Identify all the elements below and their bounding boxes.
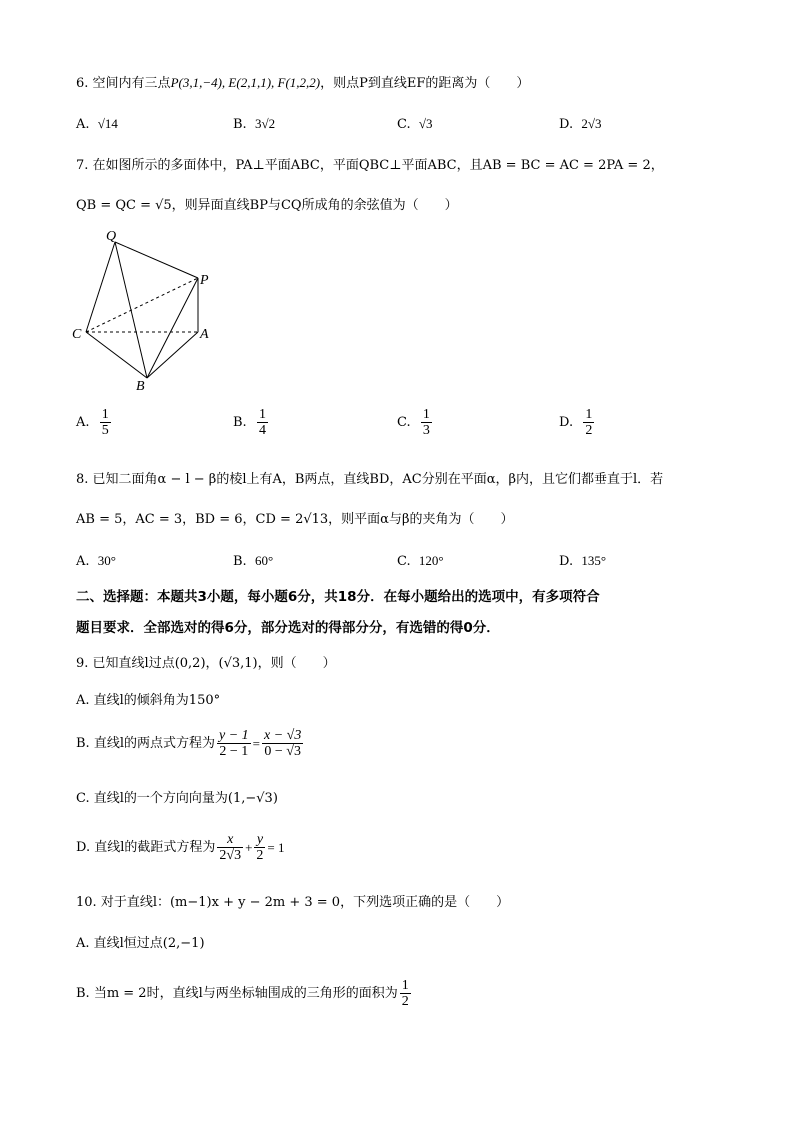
numerator: x − √3 <box>264 728 302 743</box>
numerator: y <box>256 832 264 847</box>
q6-option-d <box>559 117 602 131</box>
denominator: 5 <box>101 423 109 438</box>
numerator: 1 <box>401 978 409 993</box>
q9-stem-text: 已知直线l过点(0,2)，(√3,1)，则（ ） <box>92 656 336 671</box>
option-letter: D. <box>559 554 574 569</box>
q6-option-b <box>233 117 275 131</box>
q8-option-b <box>233 554 273 568</box>
q9-number: 9. <box>76 656 89 671</box>
label-p: P <box>200 273 209 288</box>
option-letter: A. <box>76 415 90 430</box>
label-q: Q <box>106 229 117 244</box>
denominator: 2 − 1 <box>219 744 249 759</box>
q7-line2-text: QB = QC = √5，则异面直线BP与CQ所成角的余弦值为（ ） <box>76 198 458 213</box>
option-value: 60° <box>254 553 274 568</box>
q9-stem <box>76 657 336 670</box>
q10-stem-text: 对于直线l：(m−1)x + y − 2m + 3 = 0，下列选项正确的是（ ） <box>100 895 510 910</box>
fraction <box>257 407 268 438</box>
q6-option-c <box>397 117 433 131</box>
denominator: 2 <box>401 994 409 1009</box>
option-value: 30° <box>97 553 116 568</box>
q7-option-d <box>559 407 596 438</box>
option-letter: A. <box>76 554 90 569</box>
q8-line2-text: AB = 5，AC = 3，BD = 6，CD = 2√13，则平面α与β的夹角为（ ） <box>76 512 514 527</box>
option-letter: B. <box>233 554 247 569</box>
q7-number: 7. <box>76 158 89 173</box>
fraction <box>217 832 243 863</box>
q10-option-b-prefix: B. 当m = 2时，直线l与两坐标轴围成的三角形的面积为 <box>76 986 398 1001</box>
q9-option-a: A. 直线l的倾斜角为150° <box>76 693 221 708</box>
fraction <box>400 978 411 1009</box>
option-letter: B. <box>233 117 247 132</box>
q10-option-a: A. 直线l恒过点(2,−1) <box>76 936 205 951</box>
equation-tail: = 1 <box>267 840 285 855</box>
q9-option-d-prefix: D. 直线l的截距式方程为 <box>76 840 216 855</box>
q10-number: 10. <box>76 895 97 910</box>
equals-sign: = <box>252 736 260 751</box>
section2-heading-line1: 二、选择题：本题共3小题，每小题6分，共18分．在每小题给出的选项中，有多项符合 <box>76 589 600 605</box>
denominator: 2 <box>256 848 264 863</box>
option-value: 2√3 <box>581 116 602 131</box>
q8-line2 <box>76 513 513 526</box>
q6-points: P(3,1,−4), E(2,1,1), F(1,2,2) <box>170 75 321 90</box>
option-letter: B. <box>233 415 247 430</box>
q8-line1 <box>76 473 663 486</box>
numerator: 1 <box>585 407 593 422</box>
q7-option-c <box>397 407 434 438</box>
numerator: 1 <box>101 407 109 422</box>
fraction <box>421 407 432 438</box>
section2-heading-line2: 题目要求．全部选对的得6分，部分选对的得部分分，有选错的得0分． <box>76 620 500 636</box>
numerator: 1 <box>258 407 266 422</box>
option-value: √3 <box>418 116 433 131</box>
q9-option-b <box>76 728 305 759</box>
q10-option-b <box>76 978 413 1009</box>
label-b: B <box>136 379 145 394</box>
q6-option-a <box>76 117 118 131</box>
fraction <box>262 728 303 759</box>
option-value: 120° <box>418 553 444 568</box>
polyhedron-figure <box>66 226 226 394</box>
numerator: x <box>227 832 234 847</box>
fraction <box>583 407 594 438</box>
q6-stem-suffix: ，则点P到直线EF的距离为（ ） <box>320 76 530 91</box>
q8-line1-text: 已知二面角α − l − β的棱l上有A，B两点，直线BD，AC分别在平面α，β内，且它们都垂直于l．若 <box>92 472 664 487</box>
option-value: √14 <box>97 116 118 131</box>
fraction <box>100 407 111 438</box>
label-a: A <box>200 327 209 342</box>
option-letter: D. <box>559 117 574 132</box>
numerator: y − 1 <box>218 728 249 743</box>
q8-option-d <box>559 554 606 568</box>
q7-option-a <box>76 407 113 438</box>
q7-line2 <box>76 199 458 212</box>
q6-number: 6. <box>76 76 89 91</box>
q9-option-d <box>76 832 285 863</box>
option-letter: A. <box>76 117 90 132</box>
option-letter: C. <box>397 117 411 132</box>
q7-line1-text: 在如图所示的多面体中，PA⊥平面ABC，平面QBC⊥平面ABC，且AB = BC = AC = 2PA = 2， <box>92 158 664 173</box>
fraction <box>217 728 251 759</box>
q6-stem <box>76 76 529 90</box>
denominator: 3 <box>422 423 430 438</box>
q7-line1 <box>76 159 664 172</box>
fraction <box>254 832 265 863</box>
q8-option-a <box>76 554 116 568</box>
q9-option-c: C. 直线l的一个方向向量为(1,−√3) <box>76 791 278 806</box>
q6-stem-prefix: 空间内有三点 <box>92 76 171 91</box>
label-c: C <box>72 327 82 342</box>
denominator: 2√3 <box>219 848 242 863</box>
option-letter: C. <box>397 554 411 569</box>
denominator: 2 <box>585 423 593 438</box>
option-letter: C. <box>397 415 411 430</box>
q9-option-b-prefix: B. 直线l的两点式方程为 <box>76 736 215 751</box>
option-value: 135° <box>581 553 607 568</box>
numerator: 1 <box>422 407 430 422</box>
q8-number: 8. <box>76 472 89 487</box>
option-value: 3√2 <box>254 116 276 131</box>
q10-stem <box>76 896 509 909</box>
q7-option-b <box>233 407 270 438</box>
denominator: 0 − √3 <box>264 744 301 759</box>
plus-sign: + <box>245 840 253 855</box>
q8-option-c <box>397 554 444 568</box>
denominator: 4 <box>258 423 266 438</box>
option-letter: D. <box>559 415 574 430</box>
